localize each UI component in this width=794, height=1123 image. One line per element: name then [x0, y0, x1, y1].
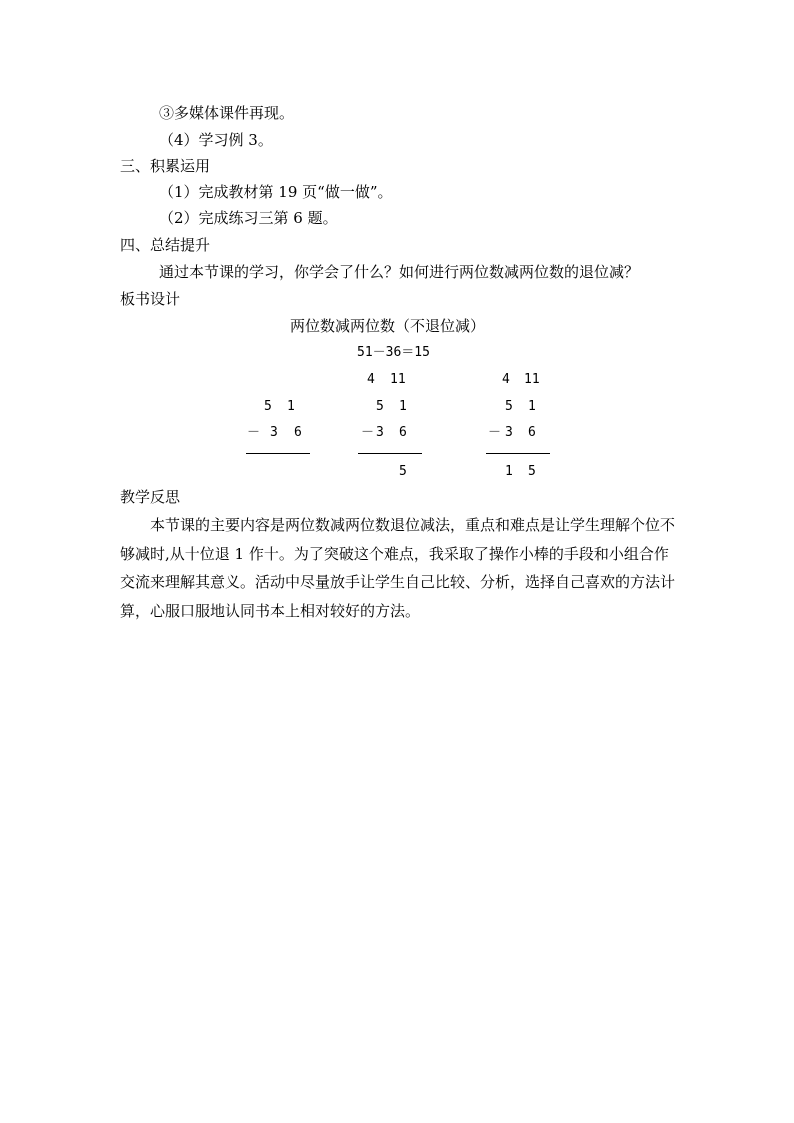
board-title: 两位数减两位数（不退位减）: [290, 317, 486, 335]
summary-question: 通过本节课的学习，你学会了什么？如何进行两位数减两位数的退位减？: [159, 263, 640, 281]
reflection-paragraph: 本节课的主要内容是两位数减两位数退位减法，重点和难点是让学生理解个位不够减时,从十位退 1 作十。为了突破这个难点，我采取了操作小棒的手段和小组合作交流来理解其意义。活动中尽量放手让学生自己比较、分析，选择自己喜欢的方法计算，心服口服地认同书本上相对较好的方法。: [120, 516, 676, 620]
minuend-tens-digit: 5: [264, 399, 272, 414]
result-ones-digit: 5: [399, 464, 407, 479]
regroup-tens-digit: 4: [502, 372, 510, 387]
board-equation: 51－36＝15: [357, 345, 430, 360]
board-design-heading: 板书设计: [120, 290, 181, 308]
regroup-ones-digit: 11: [524, 372, 540, 387]
regroup-tens-digit: 4: [367, 372, 375, 387]
minus-sign: －: [488, 425, 502, 440]
subtrahend-ones-digit: 6: [528, 425, 536, 440]
result-tens-digit: 1: [505, 464, 513, 479]
section-heading-4: 四、总结提升: [120, 236, 211, 254]
subtrahend-ones-digit: 6: [294, 425, 302, 440]
minus-sign: －: [361, 425, 375, 440]
subtrahend-ones-digit: 6: [399, 425, 407, 440]
subtrahend-tens-digit: 3: [376, 425, 384, 440]
minuend-ones-digit: 1: [287, 399, 295, 414]
subtrahend-tens-digit: 3: [505, 425, 513, 440]
calculation-underline: [246, 453, 310, 454]
step-3-line: ③多媒体课件再现。: [159, 104, 295, 122]
minus-sign: －: [247, 425, 261, 440]
exercise-item-1: （1）完成教材第 19 页“做一做”。: [159, 183, 393, 201]
calculation-underline: [358, 453, 422, 454]
calculation-underline: [486, 453, 550, 454]
minuend-ones-digit: 1: [399, 399, 407, 414]
result-ones-digit: 5: [528, 464, 536, 479]
subtrahend-tens-digit: 3: [270, 425, 278, 440]
regroup-ones-digit: 11: [390, 372, 406, 387]
exercise-item-2: （2）完成练习三第 6 题。: [159, 209, 338, 227]
step-4-line: （4）学习例 3。: [159, 131, 273, 149]
minuend-ones-digit: 1: [528, 399, 536, 414]
minuend-tens-digit: 5: [376, 399, 384, 414]
reflection-heading: 教学反思: [120, 488, 181, 506]
section-heading-3: 三、积累运用: [120, 157, 211, 175]
minuend-tens-digit: 5: [505, 399, 513, 414]
